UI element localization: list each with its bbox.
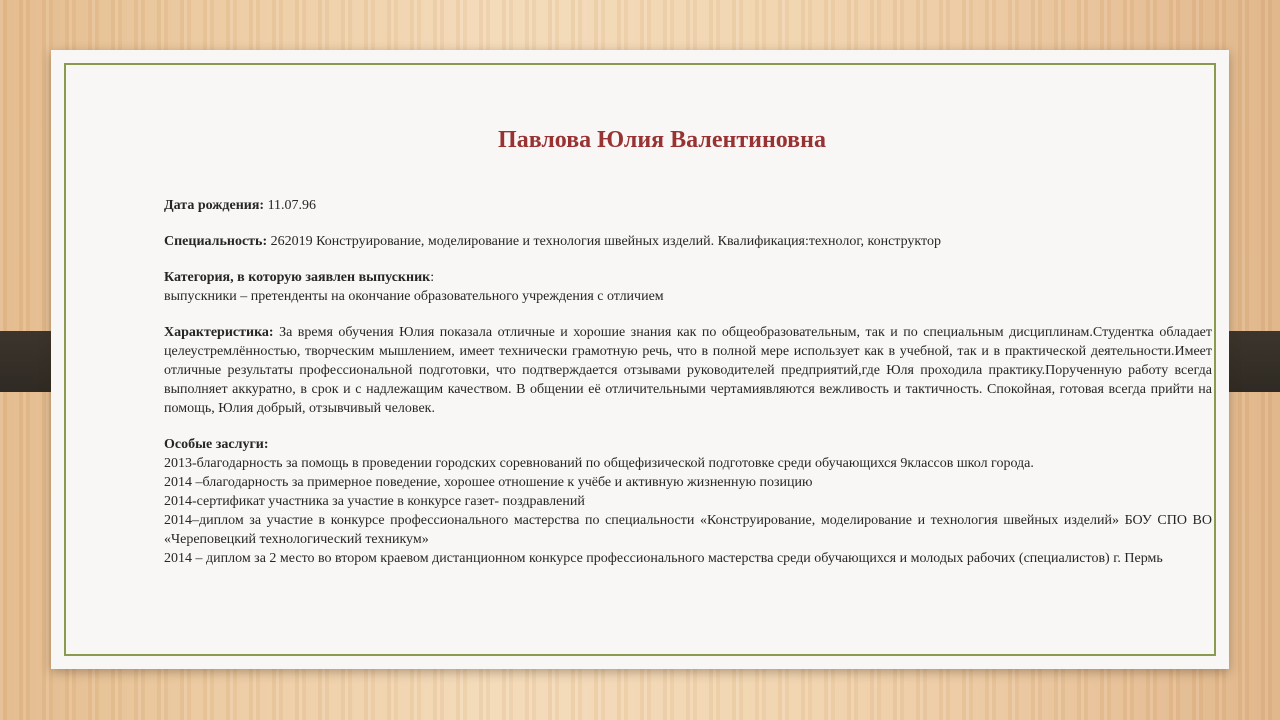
merit-item: 2013-благодарность за помощь в проведении городских соревнований по общефизической подготовке среди обучающихся 9классов школ города. [164,456,1034,471]
profile-content [164,196,1212,568]
merits-label: Особые заслуги: [164,437,269,452]
category-value: выпускники – претенденты на окончание образовательного учреждения с отличием [164,289,664,304]
specialty-label: Специальность: [164,234,268,249]
birth-date-line [164,196,1212,215]
characteristic-label: Характеристика: [164,325,274,340]
characteristic-paragraph [164,323,1212,418]
category-label: Категория, в которую заявлен выпускник [164,270,431,285]
specialty-line [164,232,1212,251]
merit-item: 2014 –благодарность за примерное поведение, хорошее отношение к учёбе и активную жизненную позицию [164,475,813,490]
characteristic-text: За время обучения Юлия показала отличные и хорошие знания как по общеобразовательным, так и по специальным дисциплинам.Студентка обладает целеустремлённостью, творческим мышлением, имеет технически грамотную речь, что в полной мере использует как в учебной, так и в практической деятельности.Имеет отличные результаты профессиональной подготовки, что подтверждается отзывами руководителей предприятий,где Юля проходила практику.Порученную работу всегда выполняет аккуратно, в срок и с надлежащим качеством. В общении её отличительными чертамиявляются вежливость и тактичность. Спокойная, готовая всегда прийти на помощь, Юлия добрый, отзывчивый человек. [164,325,1212,416]
page-title: Павлова Юлия Валентиновна [498,127,826,153]
specialty-value: 262019 Конструирование, моделирование и технология швейных изделий. Квалификация:технолог, конструктор [267,234,941,249]
birth-date-label: Дата рождения: [164,198,265,213]
category-heading [164,268,1212,287]
birth-date-value: 11.07.96 [264,198,317,213]
slide-card [51,50,1229,669]
category-colon: : [430,270,435,285]
merit-item: 2014 – диплом за 2 место во втором краевом дистанционном конкурсе профессионального мастерства среди обучающихся и молодых рабочих (специалистов) г. Пермь [164,551,1163,566]
merit-item: 2014–диплом за участие в конкурсе профессионального мастерства по специальности «Конструирование, моделирование и технология швейных изделий» БОУ СПО ВО «Череповецкий технологический техникум» [164,513,1212,547]
merit-item: 2014-сертификат участника за участие в конкурсе газет- поздравлений [164,494,585,509]
